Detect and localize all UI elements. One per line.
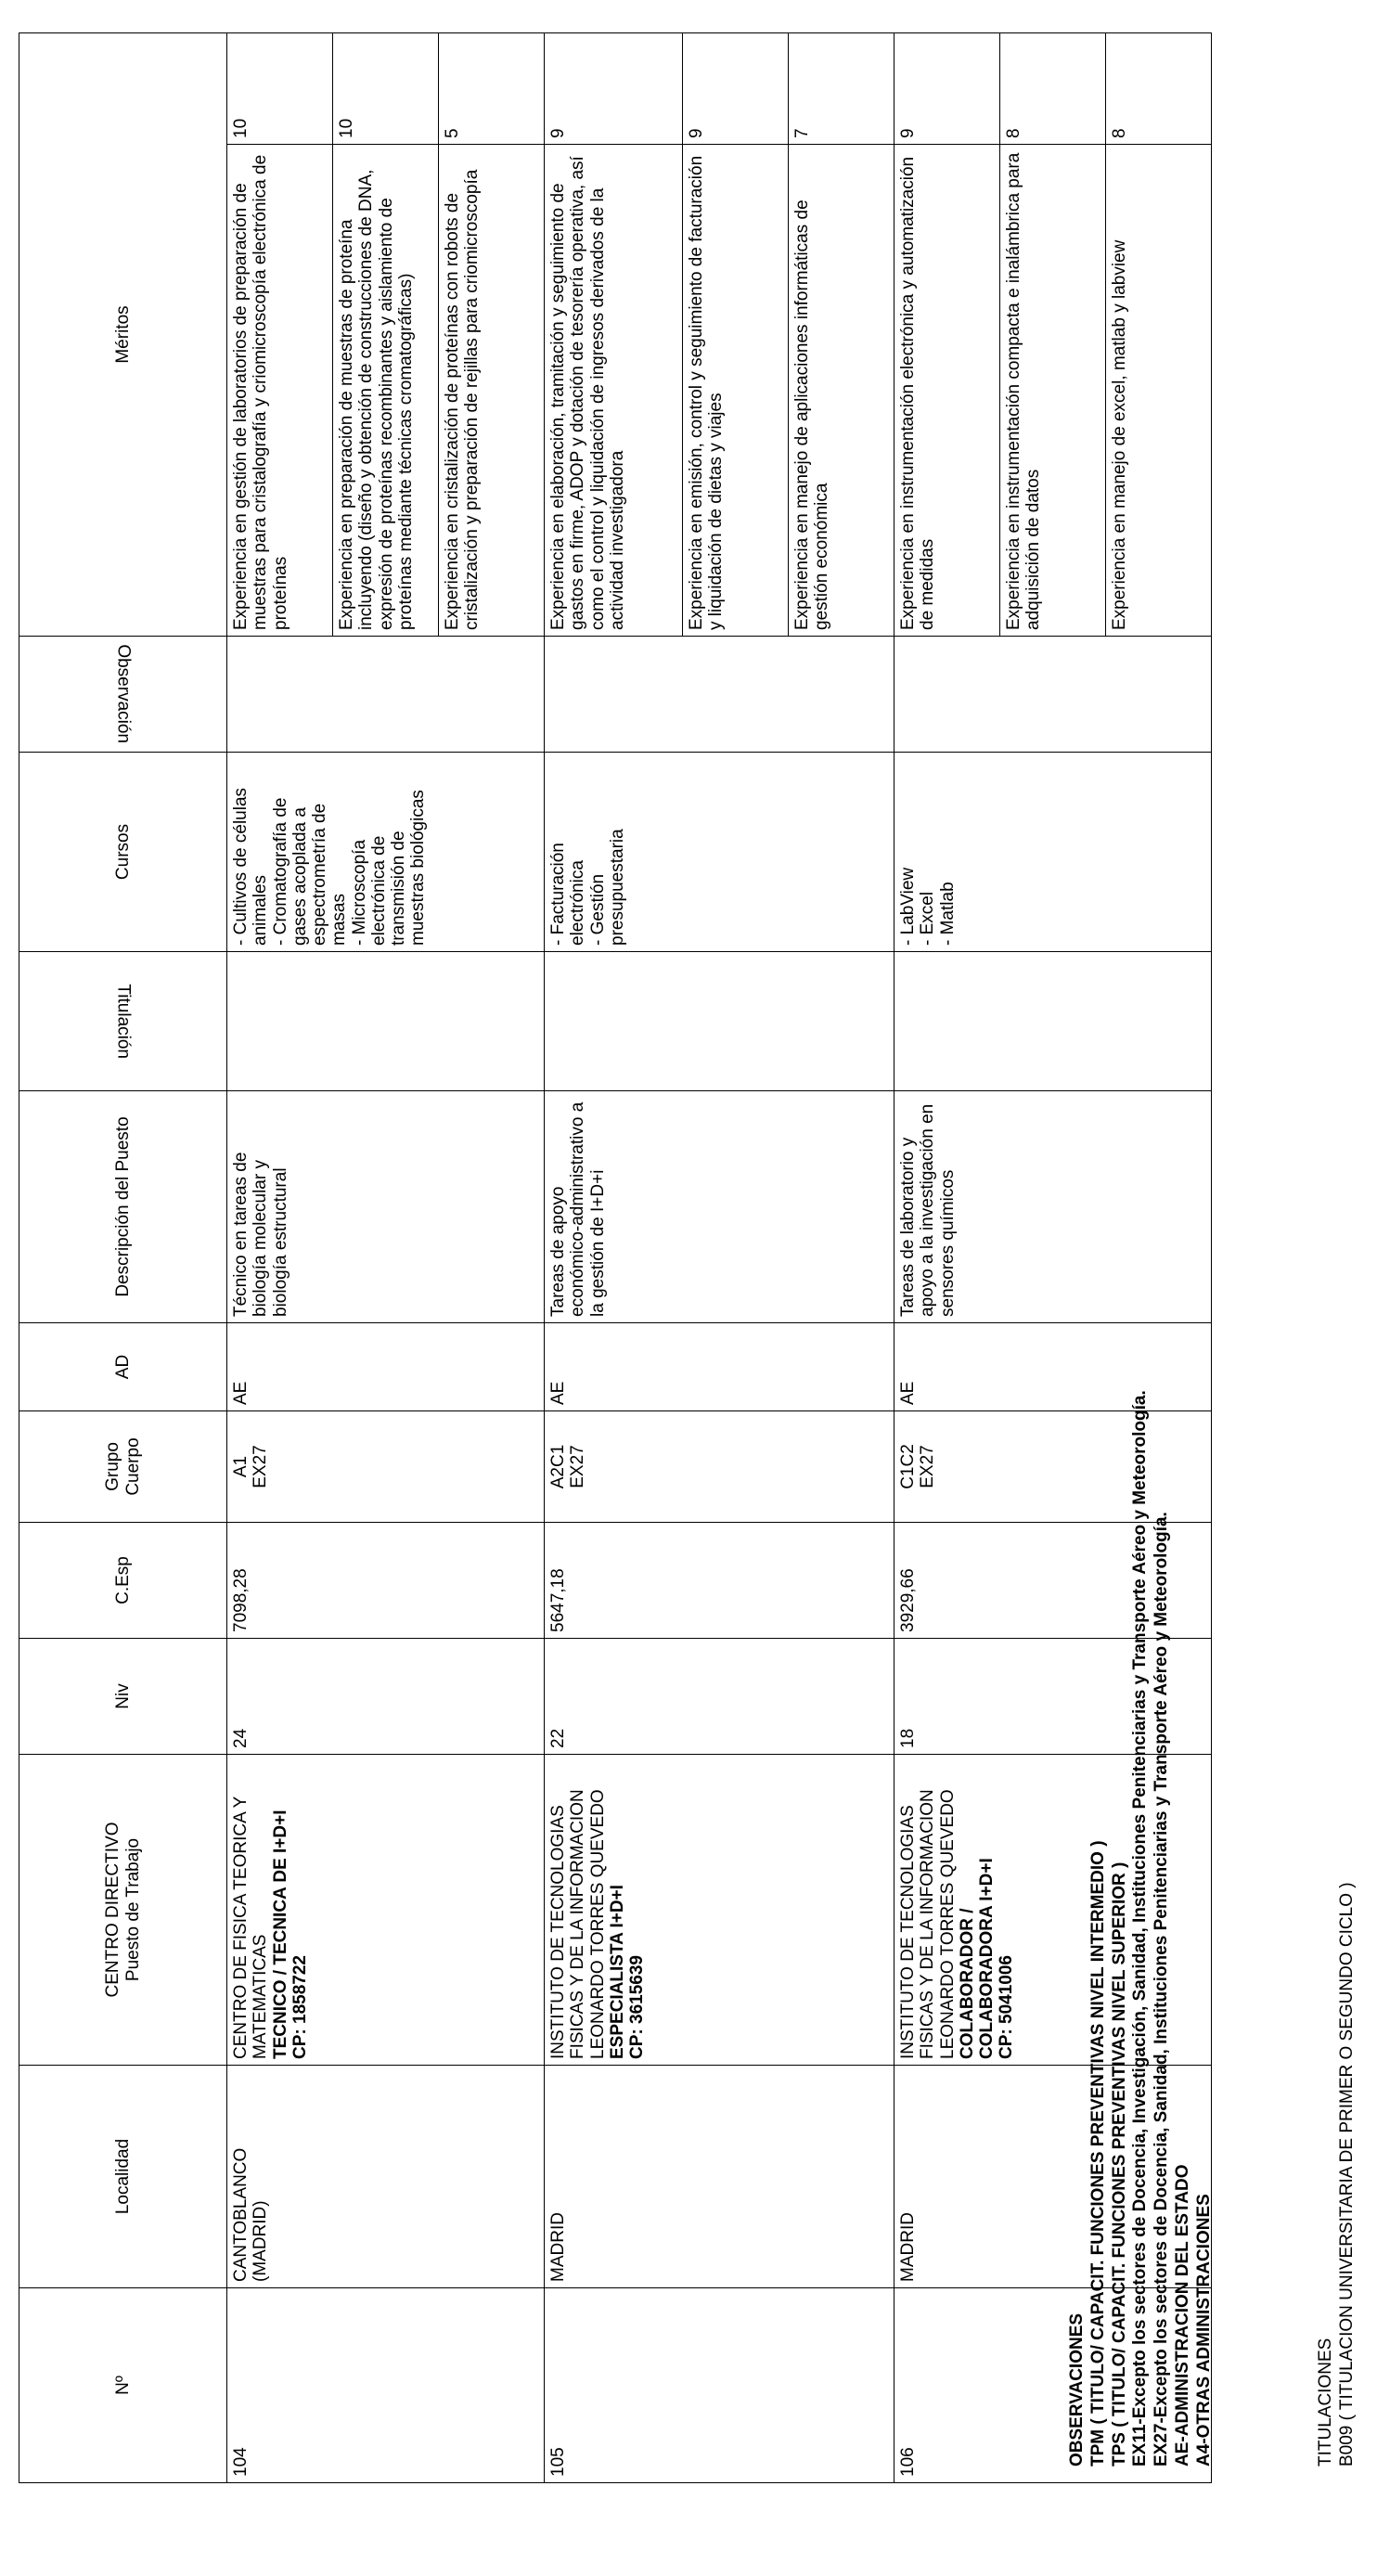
cell-cesp: 7098,28 [227,1523,545,1639]
cell-localidad: CANTOBLANCO (MADRID) [227,2066,545,2288]
observaciones-title: OBSERVACIONES [1067,2312,1087,2467]
header-meritos: Méritos [19,32,227,636]
cell-ad: AE [227,1323,545,1411]
cell-puesto: ESPECIALISTA I+D+I [607,1885,627,2059]
cell-cursos: - Cultivos de células animales - Cromatografía de gases acoplada a espectrometría de masas - Microscopía electrónica de transmisión de muestras biológicas [227,753,545,952]
header-n: Nº [19,2288,227,2483]
cell-cp: CP: 1858722 [290,1955,310,2059]
cell-n: 106 [894,2288,1212,2483]
observaciones-line: EX11-Excepto los sectores de Docencia, Investigación, Sanidad, Instituciones Penitenciarias y Transporte Aéreo y Meteorología. [1130,1390,1151,2467]
cell-titulacion [894,952,1212,1091]
cell-cuerpo: EX27 [918,1445,938,1488]
header-centro-directivo: CENTRO DIRECTIVO [103,1822,123,1998]
cell-puesto: COLABORADOR / COLABORADORA I+D+I [957,1858,997,2059]
cell-merito: Experiencia en instrumentación electrónica y automatización de medidas [894,145,1000,637]
cell-grupo: A1 [231,1455,251,1478]
observaciones-line: EX27-Excepto los sectores de Docencia, Sanidad, Instituciones Penitenciarias y Transporte Aéreo y Meteorología. [1152,1512,1172,2467]
cell-merito: Experiencia en instrumentación compacta e inalámbrica para adquisición de datos [1000,145,1106,637]
header-grupo: Grupo [103,1442,123,1491]
header-row [19,32,227,2482]
cell-merito-puntos: 7 [789,32,894,144]
observaciones-line: AE-ADMINISTRACION DEL ESTADO [1172,2164,1192,2467]
cell-merito-puntos: 9 [894,32,1000,144]
header-titulacion-label: Titulación [113,984,134,1059]
cell-merito: Experiencia en preparación de muestras de proteína incluyendo (diseño y obtención de construcciones de DNA, expresión de proteínas recombinantes y aislamiento de proteínas mediante técnicas cromatográficas) [333,145,439,637]
cell-observacion [545,637,894,753]
observaciones-line: A4-OTRAS ADMINISTRACIONES [1193,2194,1214,2467]
cell-descripcion: Tareas de apoyo económico-administrativo a la gestión de I+D+i [545,1091,894,1323]
header-centro [19,1755,227,2066]
cell-ad: AE [894,1323,1212,1411]
cell-cp: CP: 5041006 [997,1955,1017,2059]
cell-merito: Experiencia en emisión, control y seguimiento de facturación y liquidación de dietas y viajes [683,145,789,637]
table-row [894,32,1000,2482]
observaciones-line: TPM ( TITULO/ CAPACIT. FUNCIONES PREVENTIVAS NIVEL INTERMEDIO ) [1088,1840,1108,2467]
cell-centro-directivo: INSTITUTO DE TECNOLOGIAS FISICAS Y DE LA INFORMACION LEONARDO TORRES QUEVEDO [548,1789,608,2059]
observaciones-line: TPS ( TITULO/ CAPACIT. FUNCIONES PREVENTIVAS NIVEL SUPERIOR ) [1109,1861,1129,2467]
cell-titulacion [227,952,545,1091]
cell-merito-puntos: 9 [545,32,683,144]
cell-cesp: 3929,66 [894,1523,1212,1639]
header-cuerpo: Cuerpo [122,1437,143,1496]
cell-merito: Experiencia en gestión de laboratorios de preparación de muestras para cristalografía y criomicroscopía electrónica de proteínas [227,145,333,637]
cell-n: 105 [545,2288,894,2483]
cell-centro [227,1755,545,2066]
cell-merito: Experiencia en elaboración, tramitación y seguimiento de gastos en firme, ADOP y dotación de tesorería operativa, así como el control y liquidación de ingresos derivados de la actividad investigadora [545,145,683,637]
cell-grupo-cuerpo [545,1411,894,1523]
cell-observacion [894,637,1212,753]
cell-titulacion [545,952,894,1091]
cell-puesto: TECNICO / TECNICA DE I+D+I [270,1810,290,2059]
cell-merito-puntos: 8 [1000,32,1106,144]
header-niv: Niv [19,1639,227,1755]
cell-niv: 18 [894,1639,1212,1755]
titulaciones-line: B009 ( TITULACION UNIVERSITARIA DE PRIMER O SEGUNDO CICLO ) [1336,1882,1357,2467]
table-body [227,32,1212,2482]
header-ad: AD [19,1323,227,1411]
cell-cuerpo: EX27 [568,1445,588,1488]
cell-localidad: MADRID [545,2066,894,2288]
cell-observacion [227,637,545,753]
cell-descripcion: Tareas de laboratorio y apoyo a la investigación en sensores químicos [894,1091,1212,1323]
cell-cp: CP: 3615639 [627,1955,648,2059]
puestos-table [19,32,1212,2483]
cell-centro-directivo: CENTRO DE FISICA TEORICA Y MATEMATICAS [231,1797,271,2059]
table-row [227,32,333,2482]
header-descripcion: Descripción del Puesto [19,1091,227,1323]
cell-niv: 24 [227,1639,545,1755]
cell-grupo-cuerpo [227,1411,545,1523]
cell-niv: 22 [545,1639,894,1755]
header-puesto: Puesto de Trabajo [122,1837,143,1982]
header-cesp: C.Esp [19,1523,227,1639]
header-grupo-cuerpo [19,1411,227,1523]
cell-merito: Experiencia en manejo de aplicaciones informáticas de gestión económica [789,145,894,637]
cell-ad: AE [545,1323,894,1411]
titulaciones-block [1316,1882,1358,2467]
cell-cursos: - Facturación electrónica - Gestión presupuestaria [545,753,894,952]
cell-merito: Experiencia en manejo de excel, matlab y labview [1106,145,1212,637]
header-cursos: Cursos [19,753,227,952]
cell-localidad: MADRID [894,2066,1212,2288]
header-observacion [19,637,227,753]
header-titulacion [19,952,227,1091]
cell-centro-directivo: INSTITUTO DE TECNOLOGIAS FISICAS Y DE LA INFORMACION LEONARDO TORRES QUEVEDO [898,1789,958,2059]
cell-cesp: 5647,18 [545,1523,894,1639]
cell-cursos: - LabView - Excel - Matlab [894,753,1212,952]
cell-merito-puntos: 10 [227,32,333,144]
cell-merito-puntos: 5 [439,32,545,144]
cell-grupo: A2C1 [548,1444,568,1489]
titulaciones-title: TITULACIONES [1316,2338,1335,2467]
cell-merito: Experiencia en cristalización de proteínas con robots de cristalización y preparación de rejillas para criomicroscopía [439,145,545,637]
header-observacion-label: Observación [113,644,134,744]
cell-merito-puntos: 10 [333,32,439,144]
table-row [545,32,683,2482]
cell-merito-puntos: 9 [683,32,789,144]
cell-grupo: C1C2 [898,1444,918,1489]
header-localidad: Localidad [19,2066,227,2288]
observaciones-block [1067,1390,1216,2467]
cell-centro [545,1755,894,2066]
cell-descripcion: Técnico en tareas de biología molecular y biología estructural [227,1091,545,1323]
cell-cuerpo: EX27 [251,1445,271,1488]
cell-merito-puntos: 8 [1106,32,1212,144]
cell-n: 104 [227,2288,545,2483]
